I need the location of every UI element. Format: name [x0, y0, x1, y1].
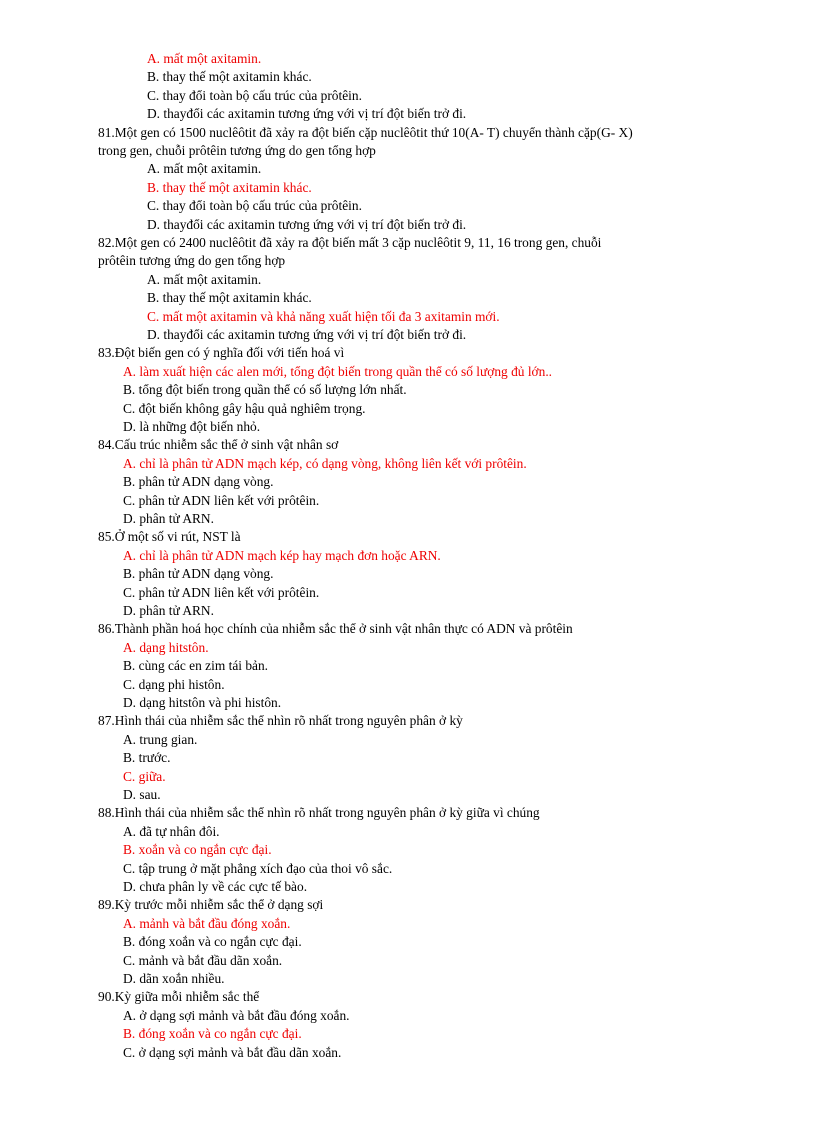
answer-option: D. chưa phân ly về các cực tế bào.: [123, 879, 308, 894]
answer-option: C. ở dạng sợi mảnh và bắt đầu dãn xoắn.: [123, 1044, 342, 1060]
answer-option: B. cùng các en zim tái bản.: [123, 658, 269, 674]
answer-option: D. dạng hitstôn và phi histôn.: [123, 695, 282, 710]
answer-option: D. sau.: [123, 787, 161, 802]
answer-option: C. phân tử ADN liên kết với prôtêin.: [123, 584, 320, 600]
question-text: 86.Thành phần hoá học chính của nhiễm sắc thể ở sinh vật nhân thực có ADN và prôtêin: [98, 621, 573, 637]
question-text: prôtêin tương ứng do gen tổng hợp: [98, 253, 286, 269]
answer-option: B. thay thế một axitamin khác.: [147, 69, 312, 85]
question-text: 84.Cấu trúc nhiễm sắc thể ở sinh vật nhân sơ: [98, 437, 339, 453]
question-text: 87.Hình thái của nhiễm sắc thể nhìn rõ nhất trong nguyên phân ở kỳ: [98, 713, 463, 729]
answer-option: A. dạng hitstôn.: [123, 639, 209, 655]
answer-option: D. thayđổi các axitamin tương ứng với vị trí đột biến trở đi.: [147, 106, 467, 122]
answer-option: A. chỉ là phân tử ADN mạch kép hay mạch đơn hoặc ARN.: [123, 547, 441, 563]
answer-option: A. mảnh và bắt đầu đóng xoắn.: [123, 915, 291, 931]
answer-option: C. mảnh và bắt đầu dãn xoắn.: [123, 952, 283, 968]
question-text: 88.Hình thái của nhiễm sắc thể nhìn rõ nhất trong nguyên phân ở kỳ giữa vì chúng: [98, 805, 540, 821]
answer-option: D. phân tử ARN.: [123, 603, 214, 618]
question-text: 90.Kỳ giữa mỗi nhiễm sắc thể: [98, 989, 260, 1005]
answer-option: B. phân tử ADN dạng vòng.: [123, 566, 274, 582]
answer-option: C. tập trung ở mặt phẳng xích đạo của thoi vô sắc.: [123, 860, 393, 876]
answer-option: D. là những đột biến nhỏ.: [123, 419, 261, 434]
answer-option: B. đóng xoắn và co ngắn cực đại.: [123, 934, 302, 950]
answer-option: A. mất một axitamin.: [147, 161, 262, 177]
answer-option: A. ở dạng sợi mảnh và bắt đầu đóng xoắn.: [123, 1007, 350, 1023]
answer-option: A. trung gian.: [123, 731, 198, 747]
answer-option: D. thayđổi các axitamin tương ứng với vị trí đột biến trở đi.: [147, 216, 467, 232]
answer-option: C. giữa.: [123, 768, 166, 784]
answer-option: B. thay thế một axitamin khác.: [147, 290, 312, 306]
answer-option: A. mất một axitamin.: [147, 51, 262, 66]
answer-option: B. trước.: [123, 750, 171, 766]
answer-option: C. dạng phi histôn.: [123, 676, 225, 692]
answer-option: D. dãn xoắn nhiều.: [123, 971, 225, 986]
answer-option: A. chỉ là phân tử ADN mạch kép, có dạng vòng, không liên kết với prôtêin.: [123, 455, 527, 471]
answer-option: B. tổng đột biến trong quần thể có số lượng lớn nhất.: [123, 382, 407, 398]
answer-option: B. phân tử ADN dạng vòng.: [123, 474, 274, 490]
question-text: trong gen, chuỗi prôtêin tương ứng do gen tổng hợp: [98, 143, 376, 158]
question-text: 81.Một gen có 1500 nuclêôtit đã xảy ra đột biến cặp nuclêôtit thứ 10(A- T) chuyển thành cặp(G- X): [98, 124, 633, 140]
answer-option: D. phân tử ARN.: [123, 511, 214, 526]
answer-option: B. đóng xoắn và co ngắn cực đại.: [123, 1026, 302, 1042]
answer-option: C. đột biến không gây hậu quả nghiêm trọng.: [123, 400, 366, 416]
answer-option: D. thayđổi các axitamin tương ứng với vị trí đột biến trở đi.: [147, 327, 467, 342]
answer-option: A. đã tự nhân đôi.: [123, 823, 220, 839]
answer-option: C. mất một axitamin và khả năng xuất hiện tối đa 3 axitamin mới.: [147, 308, 500, 324]
question-text: 89.Kỳ trước mỗi nhiễm sắc thể ở dạng sợi: [98, 897, 324, 913]
answer-option: A. mất một axitamin.: [147, 271, 262, 287]
answer-option: C. thay đổi toàn bộ cấu trúc của prôtêin.: [147, 87, 362, 103]
answer-option: C. phân tử ADN liên kết với prôtêin.: [123, 492, 320, 508]
answer-option: A. làm xuất hiện các alen mới, tổng đột biến trong quần thể có số lượng đủ lớn..: [123, 363, 553, 379]
question-text: 83.Đột biến gen có ý nghĩa đối với tiến hoá vì: [98, 345, 345, 361]
answer-option: B. xoắn và co ngắn cực đại.: [123, 842, 272, 858]
question-text: 85.Ở một số vi rút, NST là: [98, 529, 241, 545]
answer-option: C. thay đổi toàn bộ cấu trúc của prôtêin.: [147, 198, 362, 214]
question-text: 82.Một gen có 2400 nuclêôtit đã xảy ra đột biến mất 3 cặp nuclêôtit 9, 11, 16 trong gen, chuỗi: [98, 235, 602, 250]
answer-option: B. thay thế một axitamin khác.: [147, 179, 312, 195]
